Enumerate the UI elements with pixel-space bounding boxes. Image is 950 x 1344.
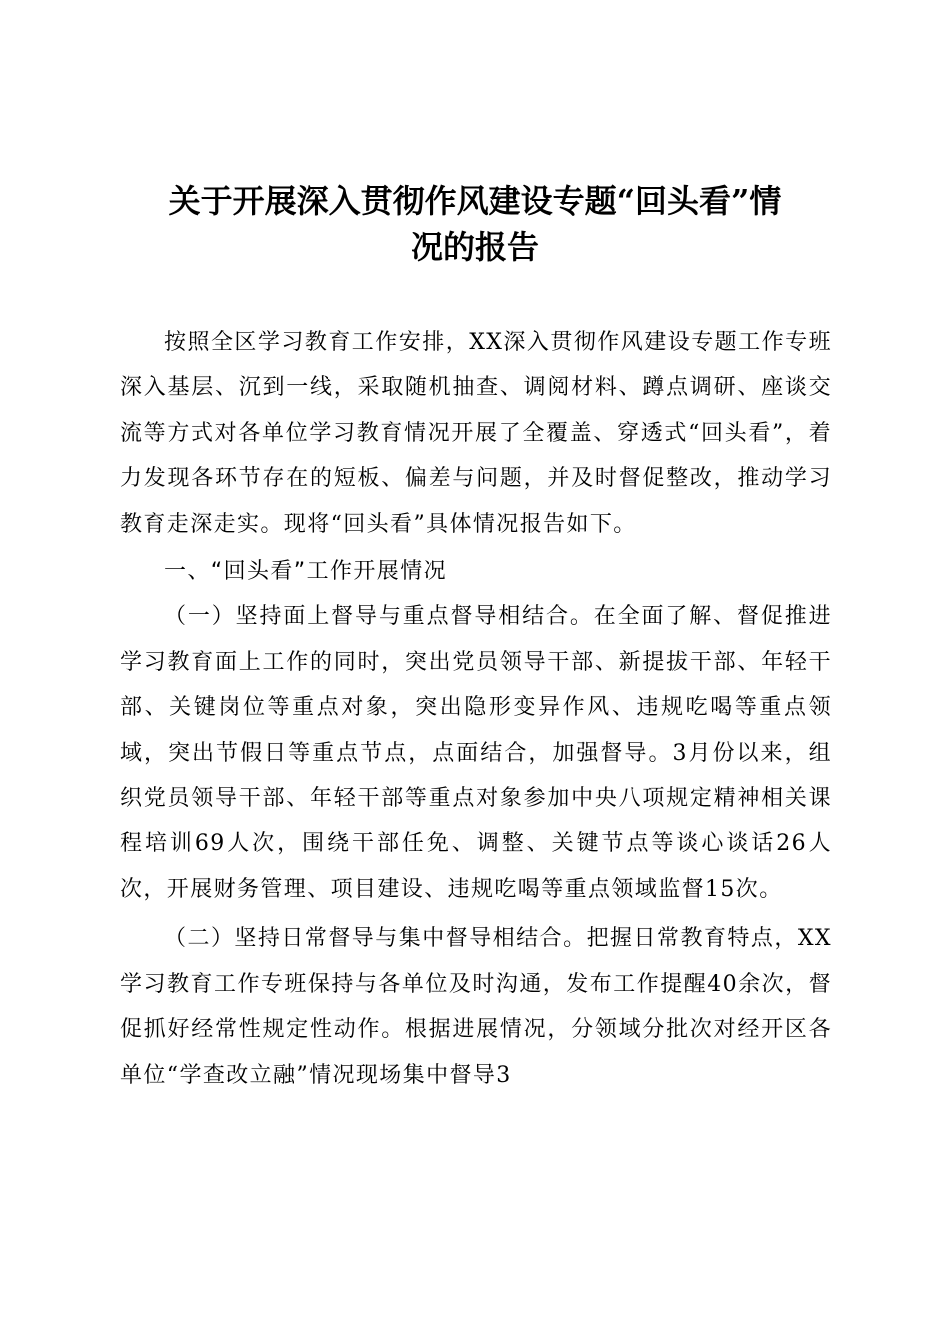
section-heading-1: 一、“回头看”工作开展情况 — [164, 559, 447, 585]
title-line-1: 关于开展深入贯彻作风建设专题“回头看”情 — [168, 182, 782, 220]
title-line-2: 况的报告 — [410, 228, 539, 266]
intro-paragraph: 按照全区学习教育工作安排，XX深入贯彻作风建设专题工作专班深入基层、沉到一线，采取随机抽查、调阅材料、蹲点调研、座谈交流等方式对各单位学习教育情况开展了全覆盖、穿透式“回头看”，着力发现各环节存在的短板、偏差与问题，并及时督促整改，推动学习教育走深走实。现将“回头看”具体情况报告如下。 — [120, 330, 832, 537]
section-1-paragraph: （一）坚持面上督导与重点督导相结合。在全面了解、督促推进学习教育面上工作的同时，突出党员领导干部、新提拔干部、年轻干部、关键岗位等重点对象，突出隐形变异作风、违规吃喝等重点领域，突出节假日等重点节点，点面结合，加强督导。3月份以来，组织党员领导干部、年轻干部等重点对象参加中央八项规定精神相关课程培训69人次，围绕干部任免、调整、关键节点等谈心谈话26人次，开展财务管理、项目建设、违规吃喝等重点领域监督15次。 — [120, 604, 832, 902]
section-2-paragraph: （二）坚持日常督导与集中督导相结合。把握日常教育特点，XX学习教育工作专班保持与各单位及时沟通，发布工作提醒40余次，督促抓好经常性规定性动作。根据进展情况，分领域分批次对经开区各单位“学查改立融”情况现场集中督导3 — [120, 926, 832, 1088]
document-body — [120, 320, 832, 1098]
document-title — [110, 178, 840, 270]
